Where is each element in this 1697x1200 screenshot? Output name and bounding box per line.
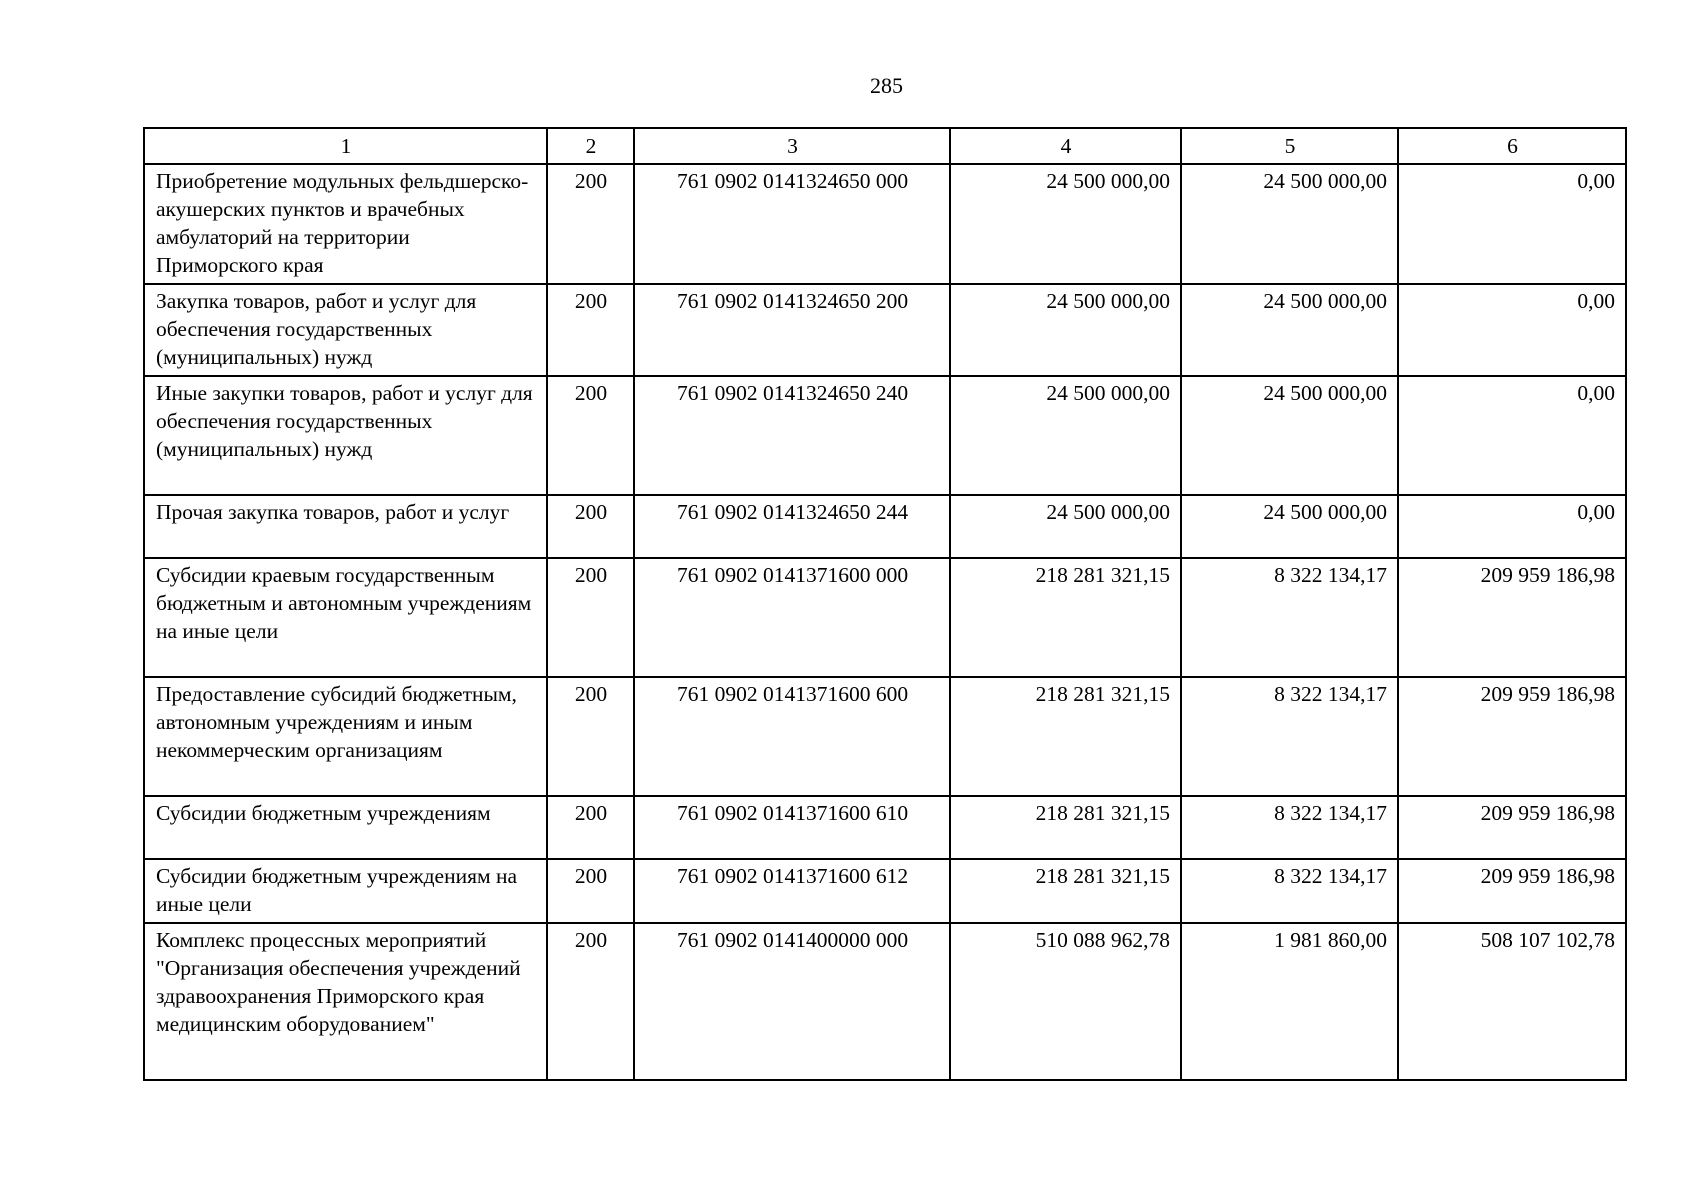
row-code-cell: 200 — [547, 284, 634, 376]
table-row — [144, 677, 1626, 796]
row-name-cell: Субсидии краевым государственным бюджетным и автономным учреждениям на иные цели — [144, 558, 547, 677]
page-number: 285 — [870, 73, 903, 98]
row-kbk-cell: 761 0902 0141371600 612 — [634, 859, 950, 923]
row-name-cell: Предоставление субсидий бюджетным, автономным учреждениям и иным некоммерческим организациям — [144, 677, 547, 796]
row-value-6-cell: 0,00 — [1398, 284, 1626, 376]
row-value-5-cell: 8 322 134,17 — [1181, 677, 1398, 796]
row-value-4-cell: 24 500 000,00 — [950, 164, 1181, 284]
column-header-5: 5 — [1181, 128, 1398, 164]
row-kbk-cell: 761 0902 0141371600 610 — [634, 796, 950, 859]
row-value-4-cell: 24 500 000,00 — [950, 495, 1181, 558]
row-name-cell: Иные закупки товаров, работ и услуг для обеспечения государственных (муниципальных) нужд — [144, 376, 547, 495]
row-name-cell: Приобретение модульных фельдшерско-акушерских пунктов и врачебных амбулаторий на территории Приморского края — [144, 164, 547, 284]
row-kbk-cell: 761 0902 0141371600 600 — [634, 677, 950, 796]
column-header-3: 3 — [634, 128, 950, 164]
row-kbk-cell: 761 0902 0141324650 240 — [634, 376, 950, 495]
row-code-cell: 200 — [547, 677, 634, 796]
row-kbk-cell: 761 0902 0141371600 000 — [634, 558, 950, 677]
table-row — [144, 796, 1626, 859]
row-kbk-cell: 761 0902 0141324650 000 — [634, 164, 950, 284]
row-value-5-cell: 8 322 134,17 — [1181, 859, 1398, 923]
table-row — [144, 859, 1626, 923]
row-value-6-cell: 209 959 186,98 — [1398, 558, 1626, 677]
row-code-cell: 200 — [547, 558, 634, 677]
table-row — [144, 164, 1626, 284]
row-code-cell: 200 — [547, 859, 634, 923]
table-row — [144, 558, 1626, 677]
row-value-5-cell: 1 981 860,00 — [1181, 923, 1398, 1080]
row-value-4-cell: 24 500 000,00 — [950, 284, 1181, 376]
table-row — [144, 284, 1626, 376]
row-code-cell: 200 — [547, 164, 634, 284]
budget-table — [143, 127, 1627, 1081]
table-row — [144, 923, 1626, 1080]
row-name-cell: Комплекс процессных мероприятий "Организация обеспечения учреждений здравоохранения Приморского края медицинским оборудованием" — [144, 923, 547, 1080]
row-value-6-cell: 0,00 — [1398, 376, 1626, 495]
row-code-cell: 200 — [547, 376, 634, 495]
row-code-cell: 200 — [547, 923, 634, 1080]
row-name-cell: Прочая закупка товаров, работ и услуг — [144, 495, 547, 558]
row-value-5-cell: 24 500 000,00 — [1181, 284, 1398, 376]
row-value-4-cell: 24 500 000,00 — [950, 376, 1181, 495]
row-kbk-cell: 761 0902 0141324650 200 — [634, 284, 950, 376]
column-header-1: 1 — [144, 128, 547, 164]
row-value-6-cell: 209 959 186,98 — [1398, 859, 1626, 923]
row-name-cell: Субсидии бюджетным учреждениям — [144, 796, 547, 859]
row-value-6-cell: 508 107 102,78 — [1398, 923, 1626, 1080]
row-code-cell: 200 — [547, 495, 634, 558]
row-value-5-cell: 24 500 000,00 — [1181, 164, 1398, 284]
row-value-5-cell: 8 322 134,17 — [1181, 796, 1398, 859]
row-kbk-cell: 761 0902 0141324650 244 — [634, 495, 950, 558]
row-value-5-cell: 8 322 134,17 — [1181, 558, 1398, 677]
row-value-4-cell: 218 281 321,15 — [950, 677, 1181, 796]
row-kbk-cell: 761 0902 0141400000 000 — [634, 923, 950, 1080]
column-header-4: 4 — [950, 128, 1181, 164]
row-value-6-cell: 209 959 186,98 — [1398, 796, 1626, 859]
row-value-4-cell: 218 281 321,15 — [950, 859, 1181, 923]
table-row — [144, 376, 1626, 495]
row-code-cell: 200 — [547, 796, 634, 859]
row-value-4-cell: 218 281 321,15 — [950, 558, 1181, 677]
column-header-2: 2 — [547, 128, 634, 164]
column-header-6: 6 — [1398, 128, 1626, 164]
row-value-5-cell: 24 500 000,00 — [1181, 376, 1398, 495]
row-name-cell: Закупка товаров, работ и услуг для обеспечения государственных (муниципальных) нужд — [144, 284, 547, 376]
row-value-6-cell: 0,00 — [1398, 164, 1626, 284]
row-value-6-cell: 209 959 186,98 — [1398, 677, 1626, 796]
row-value-4-cell: 218 281 321,15 — [950, 796, 1181, 859]
column-number-row — [144, 128, 1626, 164]
row-value-4-cell: 510 088 962,78 — [950, 923, 1181, 1080]
row-name-cell: Субсидии бюджетным учреждениям на иные цели — [144, 859, 547, 923]
table-row — [144, 495, 1626, 558]
row-value-5-cell: 24 500 000,00 — [1181, 495, 1398, 558]
row-value-6-cell: 0,00 — [1398, 495, 1626, 558]
